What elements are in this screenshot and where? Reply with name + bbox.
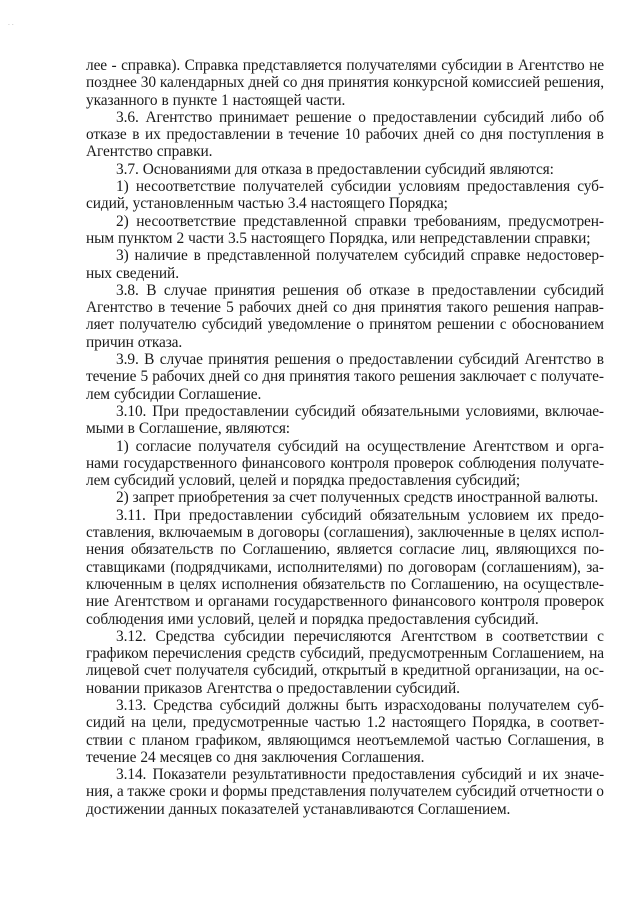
text-line: течение 5 рабочих дней со дня принятия такого решения заключает с получате- bbox=[86, 368, 604, 386]
document-body bbox=[86, 57, 604, 818]
text-line: мыми в Соглашение, являются: bbox=[86, 420, 290, 438]
text-line: достижении данных показателей устанавливаются Соглашением. bbox=[86, 800, 511, 818]
text-line: ние Агентством и органами государственного финансового контроля проверок bbox=[86, 593, 604, 611]
text-line: лицевой счет получателя субсидий, открытый в кредитной организации, на ос- bbox=[86, 662, 604, 680]
text-line: 3.11. При предоставлении субсидий обязательным условием их предо- bbox=[116, 506, 604, 524]
text-line: 3.8. В случае принятия решения об отказе в предоставлении субсидий bbox=[116, 281, 604, 299]
scan-corner-mark: · · bbox=[8, 22, 14, 29]
text-line: графиком перечисления средств субсидий, предусмотренным Соглашением, на bbox=[86, 645, 604, 663]
text-line: 2) запрет приобретения за счет полученных средств иностранной валюты. bbox=[116, 489, 599, 507]
text-line: 3.7. Основаниями для отказа в предоставлении субсидий являются: bbox=[116, 160, 554, 178]
text-line: ставления, включаемым в договоры (соглашения), заключенные в целях испол- bbox=[86, 524, 604, 542]
text-line: соблюдения ими условий, целей и порядка предоставления субсидий. bbox=[86, 610, 539, 628]
text-line: 1) несоответствие получателей субсидии условиям предоставления суб- bbox=[116, 178, 604, 196]
text-line: ных сведений. bbox=[86, 264, 179, 282]
text-line: 3.13. Средства субсидий должны быть израсходованы получателем суб- bbox=[116, 696, 604, 714]
text-line: позднее 30 календарных дней со дня принятия конкурсной комиссией решения, bbox=[86, 74, 604, 92]
text-line: новании приказов Агентства о предоставлении субсидий. bbox=[86, 679, 460, 697]
text-line: отказе в их предоставлении в течение 10 рабочих дней со дня поступления в bbox=[86, 126, 604, 144]
text-line: течение 24 месяцев со дня заключения Соглашения. bbox=[86, 748, 425, 766]
text-line: сидий, установленным частью 3.4 настоящего Порядка; bbox=[86, 195, 448, 213]
text-line: Агентство справки. bbox=[86, 143, 213, 161]
text-line: сидий на цели, предусмотренные частью 1.2 настоящего Порядка, в соответ- bbox=[86, 714, 604, 732]
text-line: указанного в пункте 1 настоящей части. bbox=[86, 91, 346, 109]
text-line: 3.12. Средства субсидии перечисляются Агентством в соответствии с bbox=[116, 627, 604, 645]
text-line: Агентство в течение 5 рабочих дней со дня принятия такого решения направ- bbox=[86, 299, 604, 317]
text-line: ным пунктом 2 части 3.5 настоящего Порядка, или непредставлении справки; bbox=[86, 229, 591, 247]
text-line: 1) согласие получателя субсидий на осуществление Агентством и орга- bbox=[116, 437, 604, 455]
text-line: нения обязательств по Соглашению, является согласие лиц, являющихся по- bbox=[86, 541, 604, 559]
text-line: ния, а также сроки и формы представления получателем субсидий отчетности о bbox=[86, 783, 604, 801]
text-line: нами государственного финансового контроля проверок соблюдения получате- bbox=[86, 454, 604, 472]
text-line: ствии с планом графиком, являющимся неотъемлемой частью Соглашения, в bbox=[86, 731, 604, 749]
text-line: 2) несоответствие представленной справки требованиям, предусмотрен- bbox=[116, 212, 604, 230]
text-line: лем субсидии Соглашение. bbox=[86, 385, 262, 403]
text-line: 3.14. Показатели результативности предоставления субсидий и их значе- bbox=[116, 766, 604, 784]
text-line: 3.10. При предоставлении субсидий обязательными условиями, включае- bbox=[116, 402, 604, 420]
text-line: 3.6. Агентство принимает решение о предоставлении субсидий либо об bbox=[116, 108, 604, 126]
text-line: лее - справка). Справка представляется получателями субсидии в Агентство не bbox=[86, 57, 604, 74]
text-line: ляет получателю субсидий уведомление о принятом решении с обоснованием bbox=[86, 316, 604, 334]
text-line: ключенным в целях исполнения обязательств по Соглашению, на осуществле- bbox=[86, 575, 604, 593]
text-line: лем субсидий условий, целей и порядка предоставления субсидий; bbox=[86, 472, 521, 490]
text-line: 3) наличие в представленной получателем субсидий справке недостовер- bbox=[116, 247, 604, 265]
text-line: 3.9. В случае принятия решения о предоставлении субсидий Агентство в bbox=[116, 351, 604, 369]
text-line: ставщиками (подрядчиками, исполнителями) по договорам (соглашениям), за- bbox=[86, 558, 604, 576]
text-line: причин отказа. bbox=[86, 333, 183, 351]
